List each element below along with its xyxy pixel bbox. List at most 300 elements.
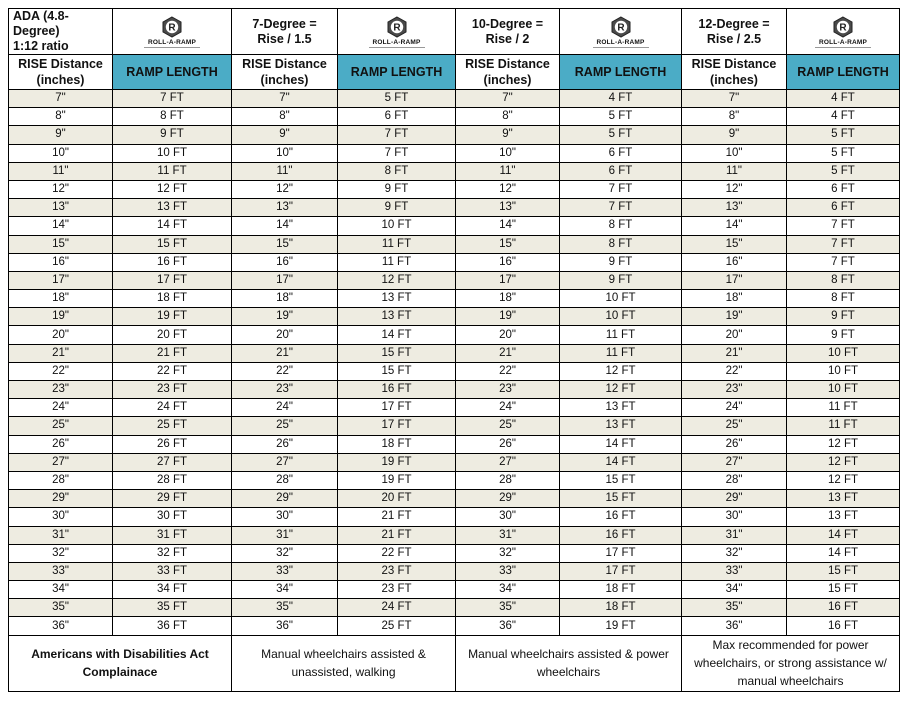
logo-cell (787, 9, 900, 55)
rise-cell: 17" (682, 271, 787, 289)
rise-cell: 26" (232, 435, 338, 453)
length-cell: 7 FT (338, 126, 456, 144)
length-cell: 6 FT (787, 180, 900, 198)
length-cell: 36 FT (113, 617, 232, 635)
length-cell: 13 FT (338, 290, 456, 308)
table-row (9, 399, 900, 417)
section-footer-note: Americans with Disabilities Act Complainace (9, 635, 232, 691)
rise-cell: 27" (456, 453, 560, 471)
length-cell: 12 FT (113, 180, 232, 198)
length-cell: 13 FT (113, 199, 232, 217)
rise-cell: 28" (232, 471, 338, 489)
length-cell: 5 FT (787, 144, 900, 162)
length-cell: 16 FT (113, 253, 232, 271)
rise-cell: 36" (456, 617, 560, 635)
length-cell: 16 FT (338, 381, 456, 399)
length-cell: 18 FT (560, 581, 682, 599)
length-cell: 23 FT (338, 581, 456, 599)
table-row (9, 453, 900, 471)
length-cell: 9 FT (787, 308, 900, 326)
rise-cell: 14" (232, 217, 338, 235)
length-cell: 10 FT (787, 362, 900, 380)
svg-text:R: R (616, 22, 625, 34)
length-cell: 20 FT (338, 490, 456, 508)
rise-cell: 25" (9, 417, 113, 435)
table-row (9, 581, 900, 599)
roll-a-ramp-logo-icon (610, 16, 632, 38)
length-cell: 4 FT (787, 108, 900, 126)
length-cell: 23 FT (113, 381, 232, 399)
rise-cell: 21" (682, 344, 787, 362)
logo-wordmark: ROLL-A-RAMP (147, 38, 197, 46)
table-row (9, 508, 900, 526)
length-cell: 11 FT (787, 399, 900, 417)
rise-cell: 19" (232, 308, 338, 326)
length-cell: 30 FT (113, 508, 232, 526)
rise-cell: 31" (9, 526, 113, 544)
rise-cell: 17" (456, 271, 560, 289)
rise-cell: 35" (232, 599, 338, 617)
logo-cell (113, 9, 232, 55)
rise-cell: 11" (9, 162, 113, 180)
rise-cell: 7" (9, 90, 113, 108)
table-row (9, 90, 900, 108)
section-title: 7-Degree = Rise / 1.5 (232, 9, 338, 55)
length-cell: 6 FT (787, 199, 900, 217)
rise-cell: 21" (232, 344, 338, 362)
rise-cell: 8" (232, 108, 338, 126)
length-cell: 35 FT (113, 599, 232, 617)
rise-cell: 29" (9, 490, 113, 508)
length-cell: 12 FT (787, 435, 900, 453)
table-row (9, 162, 900, 180)
rise-cell: 22" (456, 362, 560, 380)
rise-cell: 20" (456, 326, 560, 344)
table-row (9, 362, 900, 380)
length-cell: 12 FT (787, 453, 900, 471)
length-cell: 19 FT (338, 453, 456, 471)
rise-cell: 20" (682, 326, 787, 344)
rise-cell: 33" (456, 562, 560, 580)
rise-cell: 12" (232, 180, 338, 198)
length-cell: 24 FT (338, 599, 456, 617)
rise-cell: 15" (682, 235, 787, 253)
rise-cell: 34" (682, 581, 787, 599)
rise-cell: 16" (682, 253, 787, 271)
rise-cell: 10" (456, 144, 560, 162)
rise-cell: 15" (456, 235, 560, 253)
ramp-length-header: RAMP LENGTH (338, 55, 456, 90)
length-cell: 21 FT (338, 526, 456, 544)
table-row (9, 490, 900, 508)
rise-cell: 16" (456, 253, 560, 271)
table-row (9, 435, 900, 453)
length-cell: 18 FT (113, 290, 232, 308)
rise-cell: 29" (232, 490, 338, 508)
length-cell: 15 FT (338, 362, 456, 380)
length-cell: 8 FT (787, 271, 900, 289)
length-cell: 6 FT (560, 144, 682, 162)
rise-cell: 25" (456, 417, 560, 435)
table-row (9, 217, 900, 235)
length-cell: 7 FT (787, 235, 900, 253)
header-row (9, 55, 900, 90)
rise-cell: 36" (9, 617, 113, 635)
length-cell: 22 FT (113, 362, 232, 380)
rise-cell: 8" (456, 108, 560, 126)
rise-cell: 32" (682, 544, 787, 562)
rise-cell: 27" (682, 453, 787, 471)
rise-distance-header: RISE Distance (inches) (682, 55, 787, 90)
length-cell: 6 FT (560, 162, 682, 180)
roll-a-ramp-logo-icon (161, 16, 183, 38)
section-footer-note: Manual wheelchairs assisted & unassisted, walking (232, 635, 456, 691)
rise-cell: 18" (682, 290, 787, 308)
length-cell: 4 FT (560, 90, 682, 108)
ramp-length-sheet (8, 8, 899, 692)
rise-cell: 35" (682, 599, 787, 617)
length-cell: 13 FT (338, 308, 456, 326)
length-cell: 21 FT (113, 344, 232, 362)
logo-tagline-rule (369, 47, 425, 48)
rise-cell: 23" (232, 381, 338, 399)
length-cell: 8 FT (113, 108, 232, 126)
roll-a-ramp-logo (560, 14, 681, 50)
rise-cell: 25" (682, 417, 787, 435)
logo-tagline-rule (815, 47, 871, 48)
rise-cell: 11" (682, 162, 787, 180)
rise-cell: 12" (682, 180, 787, 198)
rise-cell: 29" (682, 490, 787, 508)
title-row (9, 9, 900, 55)
length-cell: 11 FT (787, 417, 900, 435)
length-cell: 9 FT (560, 253, 682, 271)
rise-cell: 35" (9, 599, 113, 617)
rise-cell: 31" (232, 526, 338, 544)
rise-cell: 26" (456, 435, 560, 453)
length-cell: 7 FT (560, 180, 682, 198)
ramp-length-header: RAMP LENGTH (113, 55, 232, 90)
rise-cell: 21" (456, 344, 560, 362)
rise-cell: 27" (232, 453, 338, 471)
rise-cell: 15" (9, 235, 113, 253)
rise-cell: 16" (9, 253, 113, 271)
rise-cell: 9" (232, 126, 338, 144)
rise-distance-header: RISE Distance (inches) (9, 55, 113, 90)
section-footer-note: Max recommended for power wheelchairs, or strong assistance w/ manual wheelchairs (682, 635, 900, 691)
length-cell: 16 FT (560, 508, 682, 526)
length-cell: 15 FT (113, 235, 232, 253)
rise-cell: 36" (232, 617, 338, 635)
rise-cell: 28" (9, 471, 113, 489)
length-cell: 14 FT (113, 217, 232, 235)
length-cell: 7 FT (560, 199, 682, 217)
length-cell: 7 FT (787, 253, 900, 271)
table-row (9, 308, 900, 326)
rise-cell: 8" (682, 108, 787, 126)
length-cell: 5 FT (787, 126, 900, 144)
rise-cell: 18" (9, 290, 113, 308)
rise-cell: 20" (9, 326, 113, 344)
rise-cell: 27" (9, 453, 113, 471)
rise-cell: 30" (9, 508, 113, 526)
rise-cell: 18" (232, 290, 338, 308)
rise-cell: 12" (456, 180, 560, 198)
rise-cell: 7" (682, 90, 787, 108)
length-cell: 12 FT (560, 362, 682, 380)
length-cell: 16 FT (787, 599, 900, 617)
logo-wordmark: ROLL-A-RAMP (818, 38, 868, 46)
length-cell: 11 FT (560, 326, 682, 344)
length-cell: 9 FT (338, 180, 456, 198)
ramp-length-header: RAMP LENGTH (560, 55, 682, 90)
rise-cell: 13" (9, 199, 113, 217)
table-row (9, 381, 900, 399)
length-cell: 9 FT (787, 326, 900, 344)
rise-cell: 35" (456, 599, 560, 617)
rise-cell: 33" (9, 562, 113, 580)
length-cell: 18 FT (560, 599, 682, 617)
length-cell: 5 FT (338, 90, 456, 108)
logo-wordmark: ROLL-A-RAMP (596, 38, 645, 46)
roll-a-ramp-logo (113, 14, 231, 50)
rise-cell: 19" (682, 308, 787, 326)
rise-cell: 30" (682, 508, 787, 526)
rise-cell: 13" (682, 199, 787, 217)
rise-cell: 9" (682, 126, 787, 144)
length-cell: 5 FT (560, 108, 682, 126)
length-cell: 13 FT (787, 508, 900, 526)
roll-a-ramp-logo (787, 14, 899, 50)
rise-cell: 8" (9, 108, 113, 126)
rise-cell: 24" (9, 399, 113, 417)
rise-cell: 15" (232, 235, 338, 253)
length-cell: 12 FT (560, 381, 682, 399)
length-cell: 15 FT (787, 562, 900, 580)
svg-text:R: R (839, 22, 847, 34)
length-cell: 32 FT (113, 544, 232, 562)
length-cell: 17 FT (560, 562, 682, 580)
length-cell: 11 FT (113, 162, 232, 180)
length-cell: 31 FT (113, 526, 232, 544)
rise-cell: 19" (9, 308, 113, 326)
length-cell: 25 FT (113, 417, 232, 435)
rise-cell: 18" (456, 290, 560, 308)
rise-cell: 25" (232, 417, 338, 435)
length-cell: 14 FT (338, 326, 456, 344)
length-cell: 21 FT (338, 508, 456, 526)
rise-cell: 24" (232, 399, 338, 417)
ramp-length-table (8, 8, 900, 692)
rise-cell: 24" (456, 399, 560, 417)
rise-cell: 32" (456, 544, 560, 562)
table-row (9, 108, 900, 126)
length-cell: 10 FT (560, 290, 682, 308)
length-cell: 12 FT (787, 471, 900, 489)
length-cell: 29 FT (113, 490, 232, 508)
length-cell: 14 FT (787, 544, 900, 562)
ramp-length-header: RAMP LENGTH (787, 55, 900, 90)
rise-distance-header: RISE Distance (inches) (456, 55, 560, 90)
length-cell: 23 FT (338, 562, 456, 580)
rise-cell: 26" (682, 435, 787, 453)
rise-cell: 14" (456, 217, 560, 235)
rise-cell: 7" (232, 90, 338, 108)
length-cell: 9 FT (338, 199, 456, 217)
rise-cell: 33" (232, 562, 338, 580)
rise-cell: 34" (232, 581, 338, 599)
length-cell: 7 FT (113, 90, 232, 108)
rise-cell: 17" (232, 271, 338, 289)
rise-cell: 23" (682, 381, 787, 399)
table-row (9, 417, 900, 435)
rise-cell: 21" (9, 344, 113, 362)
table-row (9, 526, 900, 544)
roll-a-ramp-logo (338, 14, 455, 50)
length-cell: 25 FT (338, 617, 456, 635)
logo-tagline-rule (144, 47, 200, 48)
rise-cell: 23" (456, 381, 560, 399)
length-cell: 11 FT (560, 344, 682, 362)
length-cell: 20 FT (113, 326, 232, 344)
rise-cell: 7" (456, 90, 560, 108)
rise-cell: 22" (9, 362, 113, 380)
length-cell: 26 FT (113, 435, 232, 453)
rise-distance-header: RISE Distance (inches) (232, 55, 338, 90)
rise-cell: 17" (9, 271, 113, 289)
length-cell: 11 FT (338, 235, 456, 253)
rise-cell: 19" (456, 308, 560, 326)
table-row (9, 544, 900, 562)
length-cell: 18 FT (338, 435, 456, 453)
length-cell: 15 FT (560, 490, 682, 508)
length-cell: 11 FT (338, 253, 456, 271)
rise-cell: 22" (682, 362, 787, 380)
length-cell: 15 FT (560, 471, 682, 489)
table-row (9, 599, 900, 617)
logo-cell (560, 9, 682, 55)
length-cell: 19 FT (338, 471, 456, 489)
length-cell: 17 FT (338, 399, 456, 417)
table-row (9, 271, 900, 289)
length-cell: 19 FT (113, 308, 232, 326)
length-cell: 10 FT (787, 381, 900, 399)
section-title: ADA (4.8-Degree) 1:12 ratio (9, 9, 113, 55)
length-cell: 22 FT (338, 544, 456, 562)
logo-cell (338, 9, 456, 55)
rise-cell: 20" (232, 326, 338, 344)
rise-cell: 28" (456, 471, 560, 489)
length-cell: 17 FT (338, 417, 456, 435)
roll-a-ramp-logo-icon (832, 16, 854, 38)
length-cell: 5 FT (560, 126, 682, 144)
table-row (9, 253, 900, 271)
svg-text:R: R (168, 22, 176, 34)
length-cell: 10 FT (338, 217, 456, 235)
length-cell: 15 FT (338, 344, 456, 362)
length-cell: 7 FT (787, 217, 900, 235)
rise-cell: 16" (232, 253, 338, 271)
rise-cell: 11" (232, 162, 338, 180)
length-cell: 10 FT (787, 344, 900, 362)
length-cell: 8 FT (787, 290, 900, 308)
length-cell: 12 FT (338, 271, 456, 289)
rise-cell: 31" (682, 526, 787, 544)
length-cell: 8 FT (560, 217, 682, 235)
rise-cell: 30" (232, 508, 338, 526)
rise-cell: 22" (232, 362, 338, 380)
table-row (9, 144, 900, 162)
length-cell: 28 FT (113, 471, 232, 489)
section-footer-note: Manual wheelchairs assisted & power wheelchairs (456, 635, 682, 691)
logo-tagline-rule (593, 47, 649, 48)
rise-cell: 11" (456, 162, 560, 180)
length-cell: 13 FT (787, 490, 900, 508)
length-cell: 9 FT (113, 126, 232, 144)
length-cell: 8 FT (338, 162, 456, 180)
table-row (9, 326, 900, 344)
table-row (9, 235, 900, 253)
length-cell: 17 FT (560, 544, 682, 562)
table-row (9, 471, 900, 489)
rise-cell: 34" (456, 581, 560, 599)
rise-cell: 10" (9, 144, 113, 162)
rise-cell: 10" (682, 144, 787, 162)
length-cell: 14 FT (560, 435, 682, 453)
length-cell: 5 FT (787, 162, 900, 180)
rise-cell: 12" (9, 180, 113, 198)
rise-cell: 31" (456, 526, 560, 544)
section-title: 12-Degree = Rise / 2.5 (682, 9, 787, 55)
rise-cell: 13" (456, 199, 560, 217)
length-cell: 33 FT (113, 562, 232, 580)
rise-cell: 32" (9, 544, 113, 562)
logo-wordmark: ROLL-A-RAMP (372, 38, 421, 46)
length-cell: 13 FT (560, 399, 682, 417)
rise-cell: 13" (232, 199, 338, 217)
rise-cell: 24" (682, 399, 787, 417)
length-cell: 7 FT (338, 144, 456, 162)
table-row (9, 180, 900, 198)
length-cell: 27 FT (113, 453, 232, 471)
length-cell: 10 FT (113, 144, 232, 162)
rise-cell: 14" (682, 217, 787, 235)
length-cell: 16 FT (560, 526, 682, 544)
length-cell: 15 FT (787, 581, 900, 599)
table-row (9, 344, 900, 362)
roll-a-ramp-logo-icon (386, 16, 408, 38)
rise-cell: 10" (232, 144, 338, 162)
footer-row (9, 635, 900, 691)
length-cell: 10 FT (560, 308, 682, 326)
rise-cell: 30" (456, 508, 560, 526)
rise-cell: 9" (9, 126, 113, 144)
table-row (9, 617, 900, 635)
rise-cell: 36" (682, 617, 787, 635)
length-cell: 14 FT (787, 526, 900, 544)
rise-cell: 23" (9, 381, 113, 399)
length-cell: 8 FT (560, 235, 682, 253)
rise-cell: 9" (456, 126, 560, 144)
length-cell: 17 FT (113, 271, 232, 289)
length-cell: 16 FT (787, 617, 900, 635)
length-cell: 19 FT (560, 617, 682, 635)
rise-cell: 14" (9, 217, 113, 235)
rise-cell: 32" (232, 544, 338, 562)
table-row (9, 126, 900, 144)
rise-cell: 33" (682, 562, 787, 580)
length-cell: 34 FT (113, 581, 232, 599)
